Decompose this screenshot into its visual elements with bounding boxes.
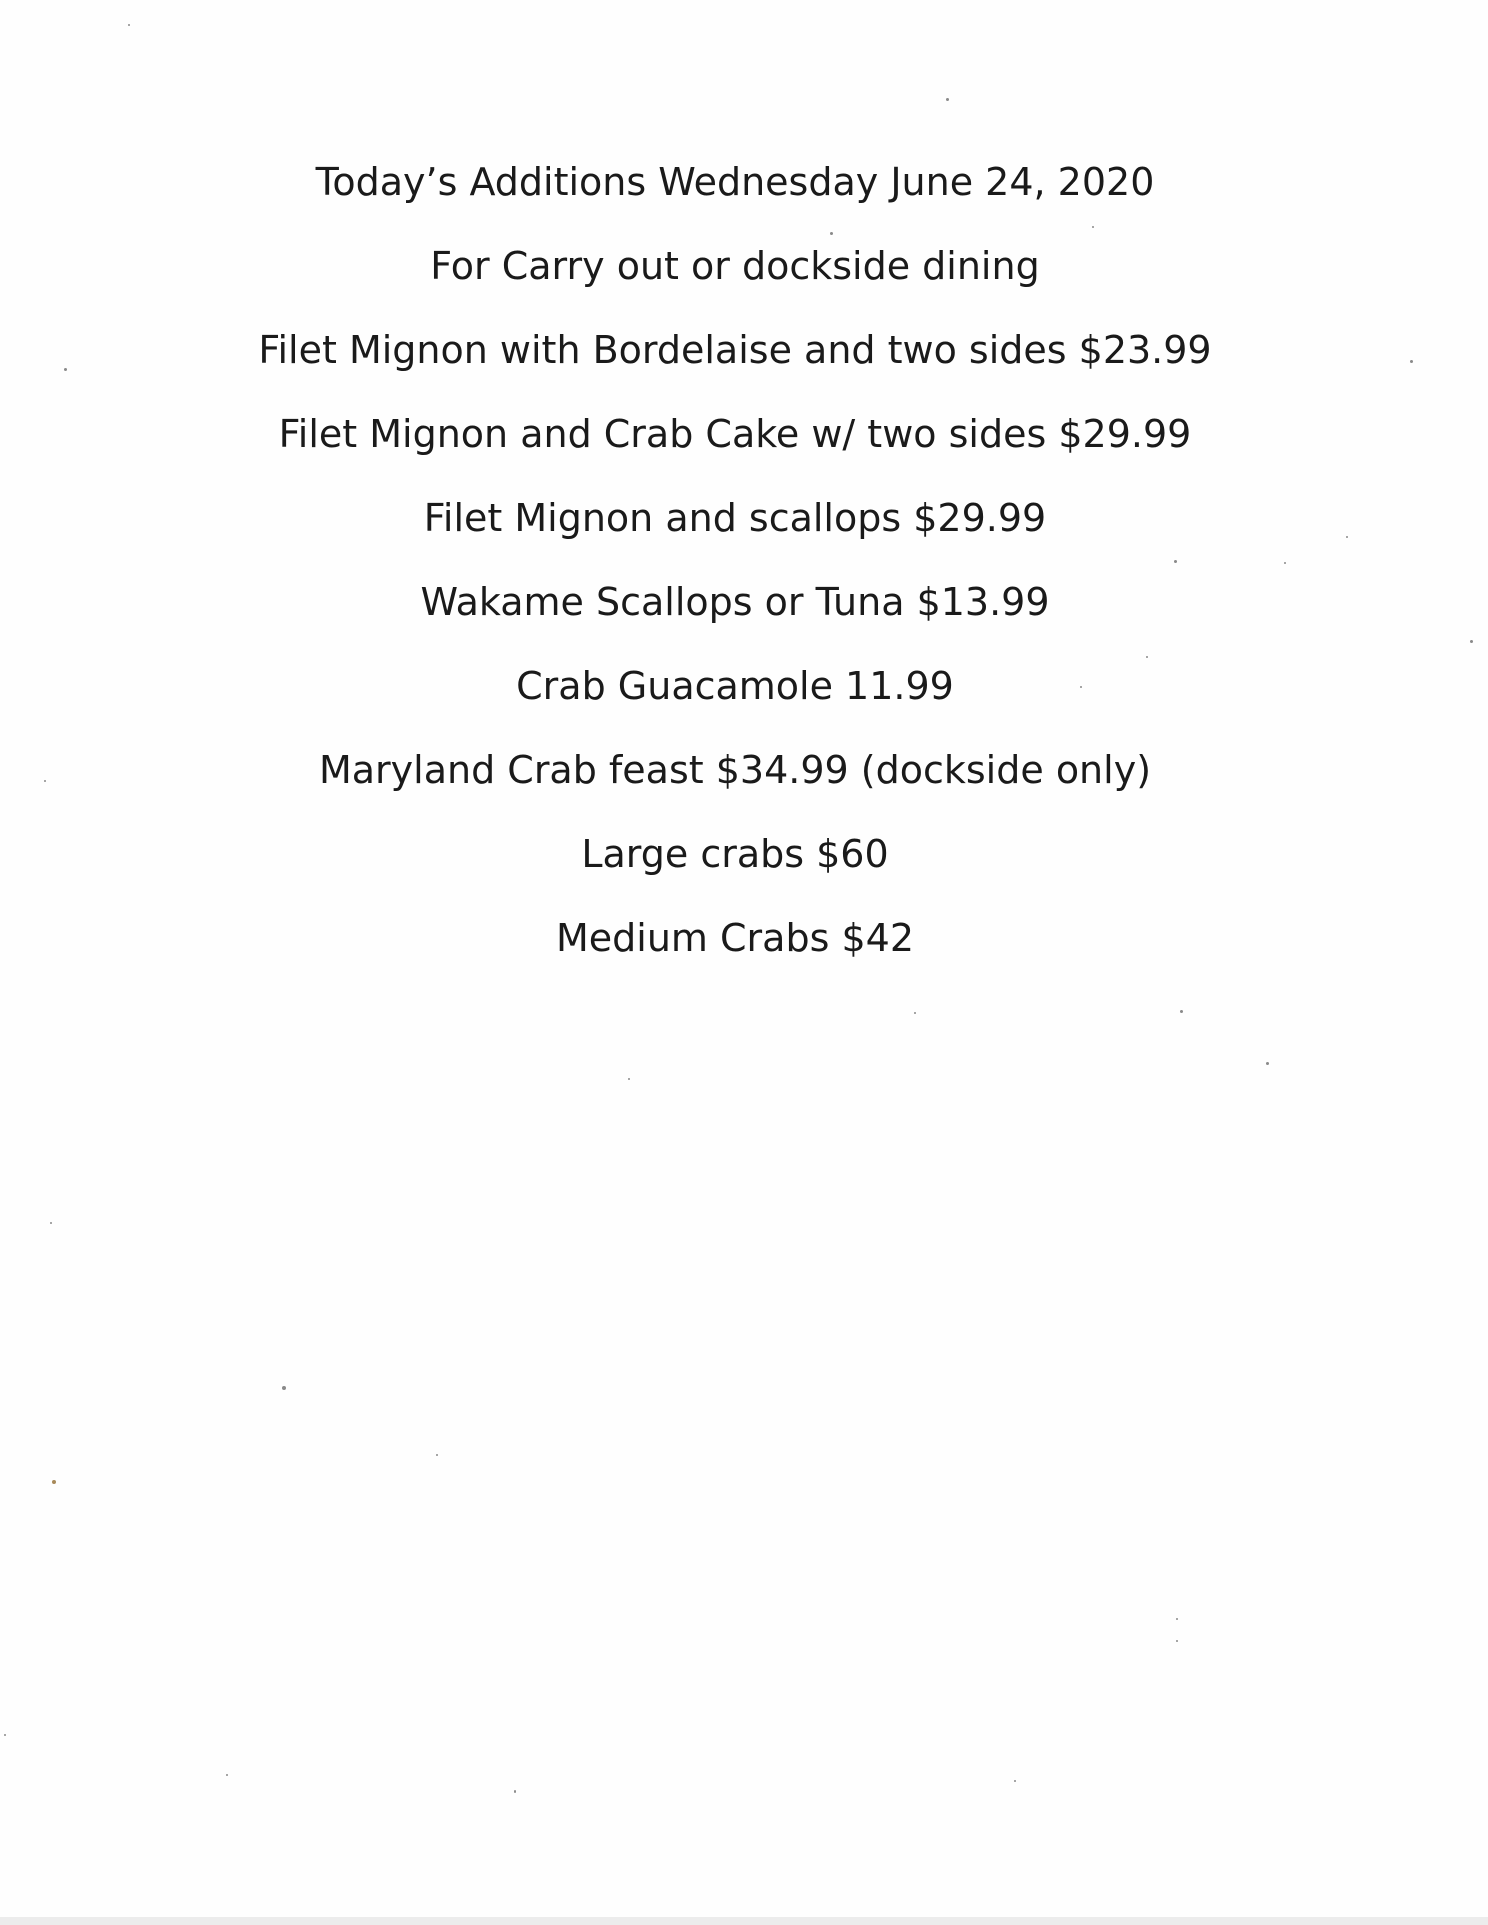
scan-speck	[1346, 536, 1348, 538]
scan-speck	[44, 780, 46, 782]
menu-item: Medium Crabs $42	[556, 916, 914, 960]
scan-speck	[514, 1790, 516, 1793]
menu-item: Filet Mignon with Bordelaise and two sides $23.99	[258, 328, 1212, 372]
scan-speck	[64, 368, 67, 371]
scan-speck	[1174, 560, 1177, 563]
menu-subtitle: For Carry out or dockside dining	[430, 244, 1040, 288]
scan-speck	[914, 1012, 916, 1014]
scan-speck	[1410, 360, 1413, 363]
menu-item: Filet Mignon and scallops $29.99	[423, 496, 1047, 540]
scan-speck	[1176, 1618, 1178, 1620]
scan-speck	[4, 1734, 6, 1736]
menu-item: Large crabs $60	[581, 832, 889, 876]
scan-speck	[830, 232, 833, 235]
menu-item: Wakame Scallops or Tuna $13.99	[420, 580, 1050, 624]
scan-bottom-edge	[0, 1917, 1488, 1925]
scan-speck	[52, 1480, 56, 1484]
scan-speck	[436, 1454, 438, 1456]
menu-item: Crab Guacamole 11.99	[516, 664, 954, 708]
scan-speck	[282, 1386, 286, 1390]
scan-speck	[1180, 1010, 1183, 1013]
scan-speck	[1092, 226, 1094, 228]
scan-speck	[1284, 562, 1286, 564]
scan-speck	[1266, 1062, 1269, 1065]
menu-item: Maryland Crab feast $34.99 (dockside only)	[318, 748, 1152, 792]
scan-speck	[628, 1078, 630, 1080]
menu-title: Today’s Additions Wednesday June 24, 2020	[315, 160, 1155, 204]
menu-list	[0, 140, 1470, 980]
scan-speck	[226, 1774, 228, 1776]
scan-speck	[1014, 1780, 1016, 1782]
scan-speck	[50, 1222, 52, 1224]
scan-speck	[1176, 1640, 1178, 1642]
menu-item: Filet Mignon and Crab Cake w/ two sides $29.99	[278, 412, 1192, 456]
scan-speck	[1080, 686, 1082, 688]
scan-speck	[128, 24, 130, 26]
scan-speck	[946, 98, 949, 101]
scan-speck	[1146, 656, 1148, 658]
scan-speck	[1470, 640, 1473, 643]
